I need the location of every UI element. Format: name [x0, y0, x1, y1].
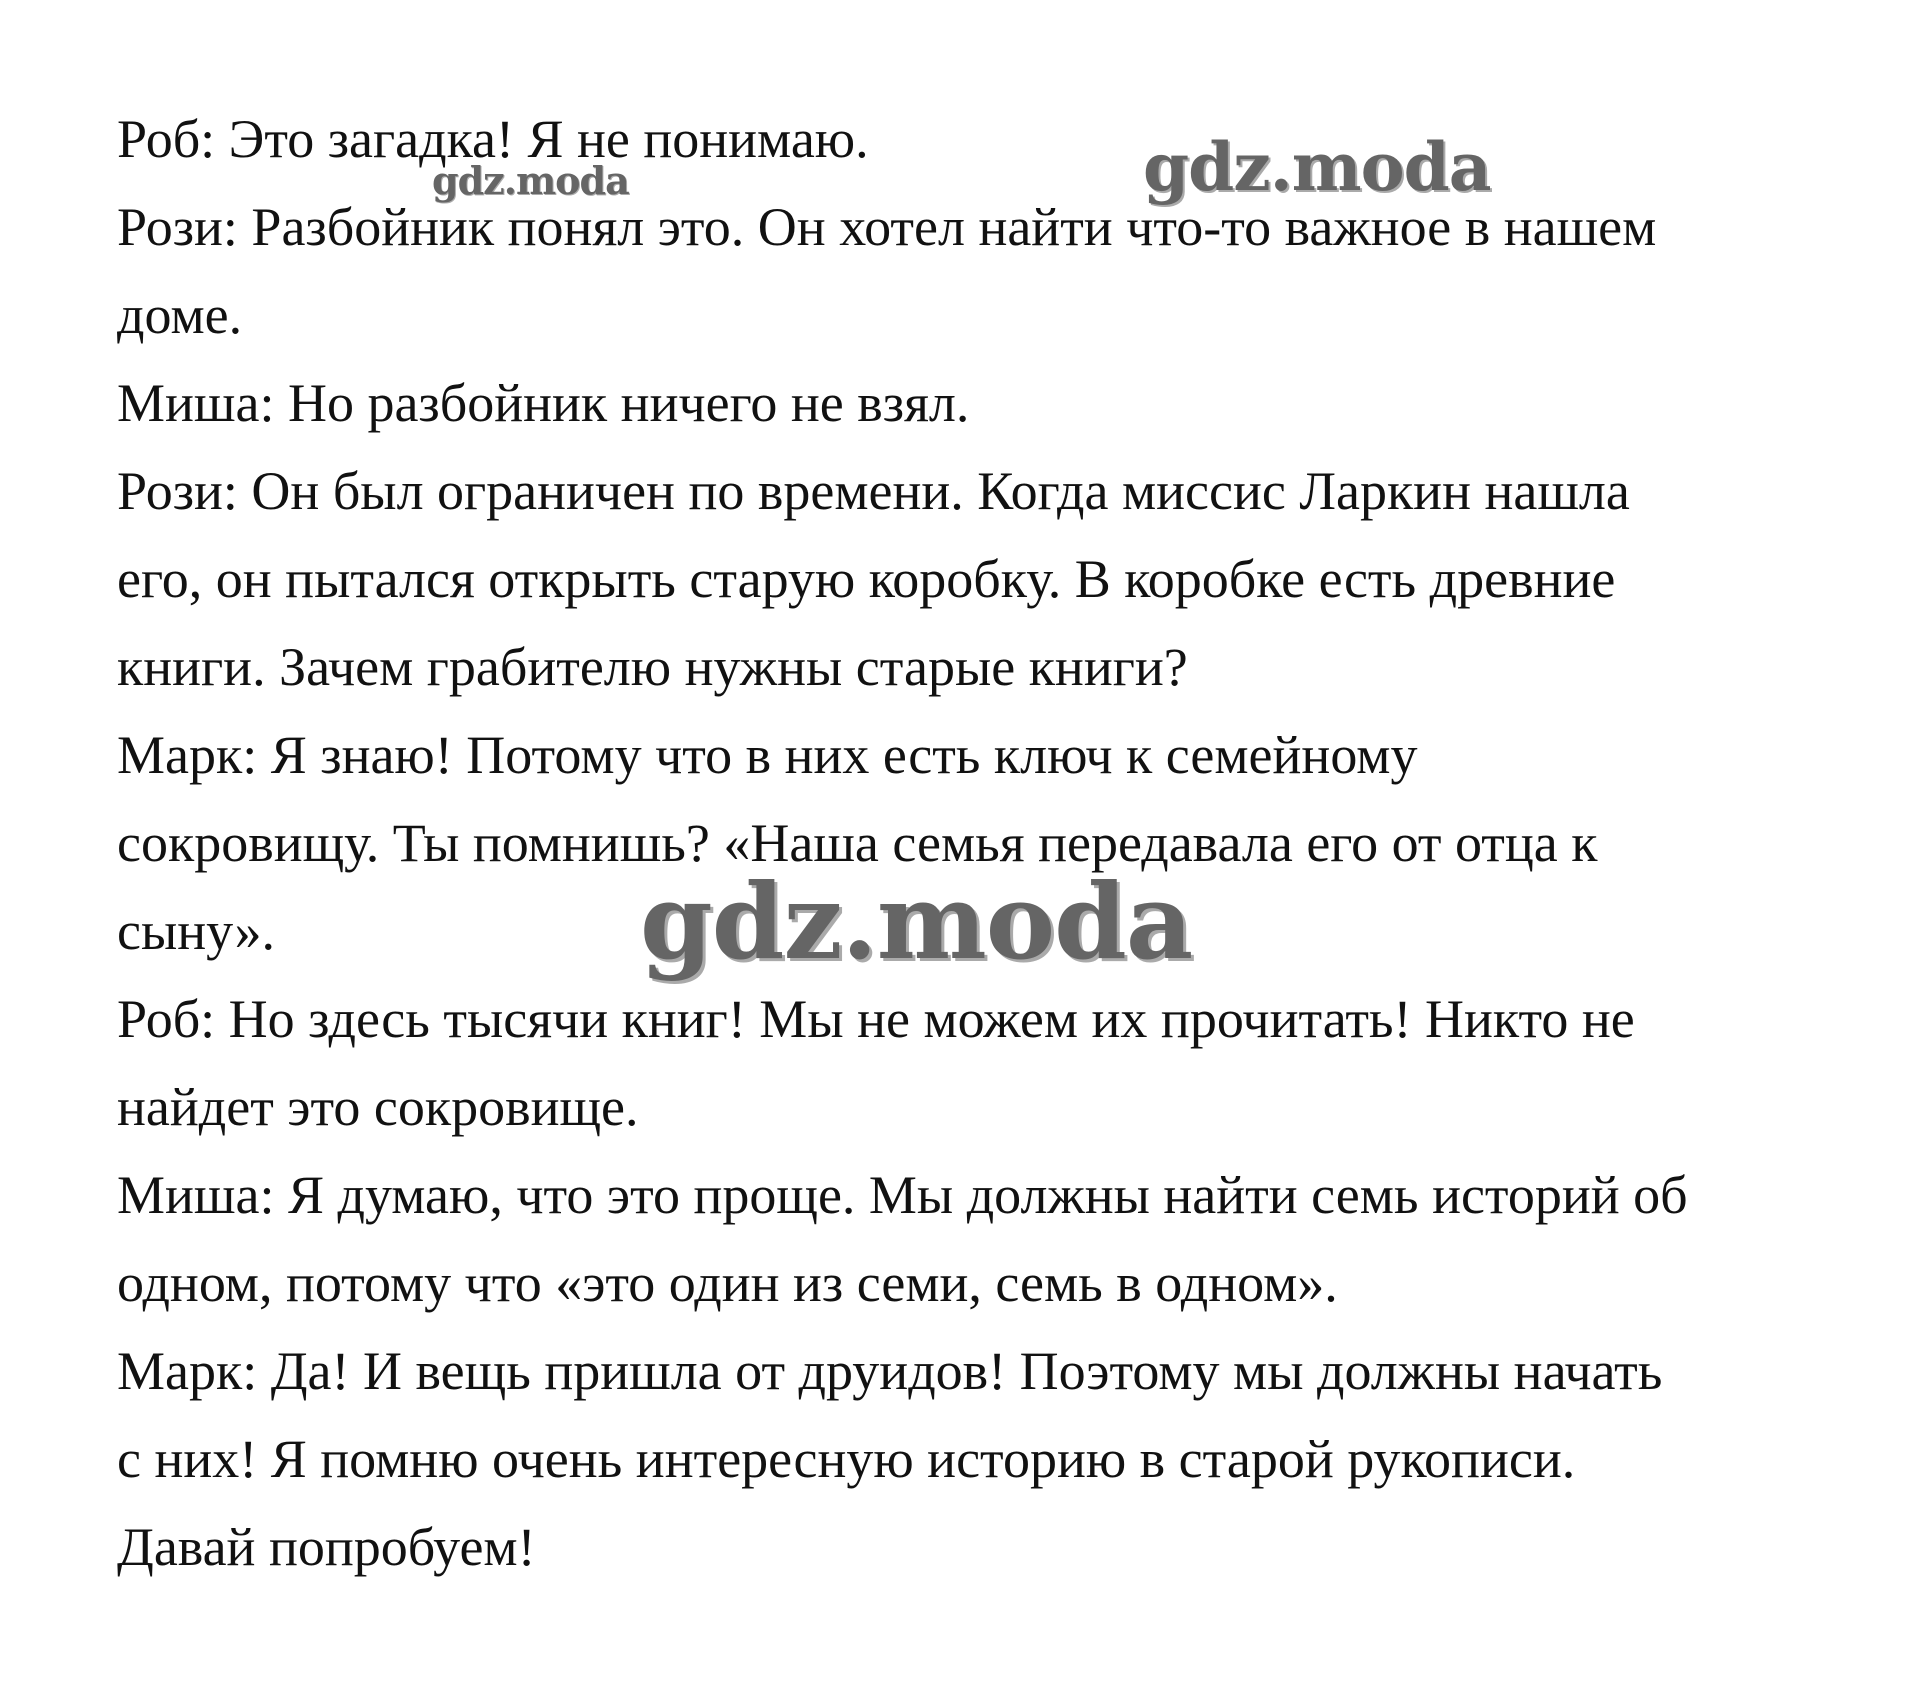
text-line: книги. Зачем грабителю нужны старые книги?	[117, 637, 1188, 697]
watermark-top-small: gdz.moda	[432, 158, 629, 203]
text-line: Рози: Разбойник понял это. Он хотел найти что-то важное в нашем	[117, 197, 1657, 257]
text-line: Роб: Это загадка! Я не понимаю.	[117, 109, 869, 169]
text-line: Миша: Я думаю, что это проще. Мы должны найти семь историй об	[117, 1165, 1688, 1225]
text-line: сокровищу. Ты помнишь? «Наша семья передавала его от отца к	[117, 813, 1598, 873]
text-line: Миша: Но разбойник ничего не взял.	[117, 373, 970, 433]
dialogue-text	[117, 95, 1837, 1591]
watermark-center: gdz.moda	[640, 860, 1193, 983]
text-line: одном, потому что «это один из семи, семь в одном».	[117, 1253, 1338, 1313]
text-line: Марк: Да! И вещь пришла от друидов! Поэтому мы должны начать	[117, 1341, 1663, 1401]
text-line: Давай попробуем!	[117, 1517, 536, 1577]
text-line: найдет это сокровище.	[117, 1077, 639, 1137]
watermark-top-large: gdz.moda	[1143, 128, 1491, 206]
text-line: его, он пытался открыть старую коробку. В коробке есть древние	[117, 549, 1616, 609]
text-line: доме.	[117, 285, 243, 345]
text-line: Роб: Но здесь тысячи книг! Мы не можем их прочитать! Никто не	[117, 989, 1635, 1049]
text-line: Марк: Я знаю! Потому что в них есть ключ к семейному	[117, 725, 1418, 785]
text-line: с них! Я помню очень интересную историю в старой рукописи.	[117, 1429, 1576, 1489]
text-line: Рози: Он был ограничен по времени. Когда миссис Ларкин нашла	[117, 461, 1630, 521]
text-line: сыну».	[117, 901, 275, 961]
